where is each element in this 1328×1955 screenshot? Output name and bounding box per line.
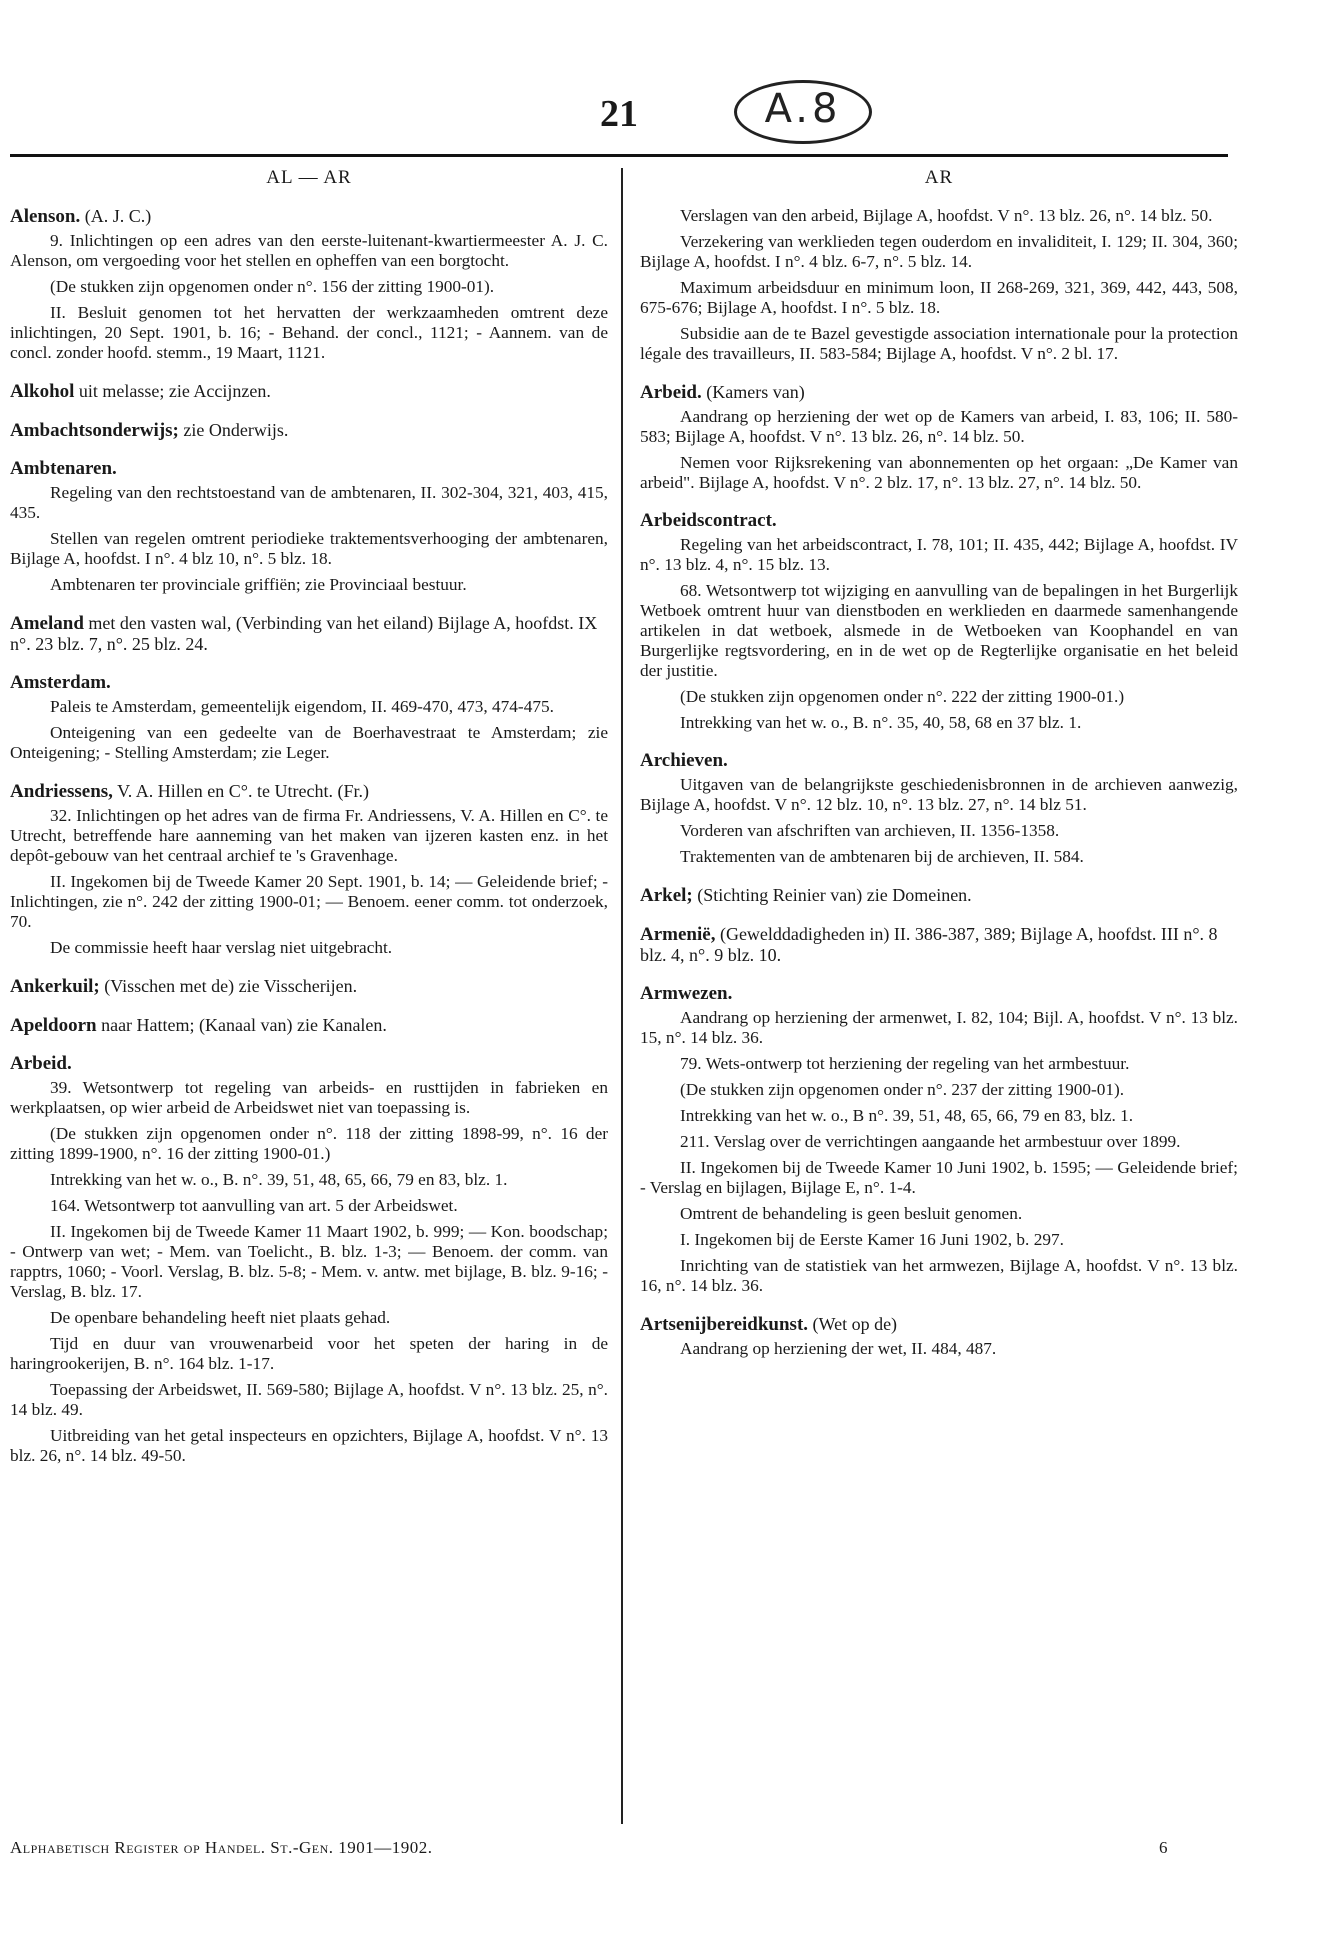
- entry-heading: [10, 206, 608, 227]
- archive-stamp: A.8: [734, 80, 872, 144]
- entry-paragraph: II. Ingekomen bij de Tweede Kamer 10 Juni 1902, b. 1595; — Geleidende brief; - Verslag en bijlagen, Bijlage E, n°. 1-4.: [640, 1158, 1238, 1197]
- entry-subtitle: naar Hattem; (Kanaal van) zie Kanalen.: [96, 1015, 387, 1035]
- entry-paragraph: Intrekking van het w. o., B. n°. 39, 51, 48, 65, 66, 79 en 83, blz. 1.: [50, 1170, 508, 1189]
- index-entry: [10, 420, 608, 441]
- footer-signature: 6: [1159, 1838, 1168, 1857]
- index-entry: [10, 381, 608, 402]
- index-entry: [640, 1314, 1238, 1359]
- entry-subtitle: V. A. Hillen en C°. te Utrecht. (Fr.): [112, 781, 369, 801]
- entry-heading: [10, 381, 608, 402]
- entry-keyword: Arkel;: [640, 885, 693, 906]
- entry-paragraph: Maximum arbeidsduur en minimum loon, II 268-269, 321, 369, 442, 443, 508, 675-676; Bijlage A, hoofdst. I n°. 5 blz. 18.: [640, 278, 1238, 317]
- entry-heading: [10, 781, 608, 802]
- footer-title: Alphabetisch Register op Handel. St.-Gen. 1901—1902.: [10, 1838, 433, 1857]
- column-heading: AR: [924, 167, 954, 188]
- entry-subtitle: (Gewelddadigheden in) II. 386-387, 389; Bijlage A, hoofdst. III n°. 8 blz. 4, n°. 9 blz. 10.: [640, 924, 1218, 965]
- entry-paragraph: 32. Inlichtingen op het adres van de firma Fr. Andriessens, V. A. Hillen en C°. te Utrecht, betreffende hare aanneming van het maken van ijzeren kasten enz. in het depôt-gebouw van het centraal archief te 's Gravenhage.: [10, 806, 608, 865]
- entry-paragraph: Verzekering van werklieden tegen ouderdom en invaliditeit, I. 129; II. 304, 360; Bijlage A, hoofdst. I n°. 4 blz. 6-7, n°. 5 blz. 14.: [640, 232, 1238, 271]
- index-entry: [640, 751, 1238, 867]
- entry-paragraph: 211. Verslag over de verrichtingen aangaande het armbestuur over 1899.: [680, 1132, 1181, 1151]
- entry-paragraph: Stellen van regelen omtrent periodieke traktementsverhooging der ambtenaren, Bijlage A, hoofdst. I n°. 4 blz 10, n°. 5 blz. 18.: [10, 529, 608, 568]
- entry-paragraph: Paleis te Amsterdam, gemeentelijk eigendom, II. 469-470, 473, 474-475.: [50, 697, 554, 716]
- entry-paragraph: Toepassing der Arbeidswet, II. 569-580; Bijlage A, hoofdst. V n°. 13 blz. 25, n°. 14 blz. 49.: [10, 1380, 608, 1419]
- entry-heading: [10, 420, 608, 441]
- entry-paragraph: Aandrang op herziening der wet, II. 484, 487.: [680, 1339, 997, 1358]
- entry-paragraph: II. Ingekomen bij de Tweede Kamer 11 Maart 1902, b. 999; — Kon. boodschap; - Ontwerp van wet; - Mem. van Toelicht., B. blz. 1-3; — Benoem. der comm. van rapptrs, 1060; - Voorl. Verslag, B. blz. 5-8; - Mem. v. antw. met bijlage, B. blz. 9-16; - Verslag, B. blz. 17.: [10, 1222, 608, 1301]
- entry-paragraph: 164. Wetsontwerp tot aanvulling van art. 5 der Arbeidswet.: [50, 1196, 458, 1215]
- header-rule: [10, 154, 1228, 157]
- entry-heading: [10, 673, 608, 693]
- entry-heading: [10, 1054, 608, 1074]
- entry-keyword: Arbeid.: [640, 382, 702, 403]
- left-entries: [10, 206, 608, 1466]
- entry-paragraph: 9. Inlichtingen op een adres van den eerste-luitenant-kwartiermeester A. J. C. Alenson, om vergoeding voor het stellen en opheffen van een borgtocht.: [10, 231, 608, 270]
- entry-paragraph: II. Ingekomen bij de Tweede Kamer 20 Sept. 1901, b. 14; — Geleidende brief; - Inlichtingen, zie n°. 242 der zitting 1900-01; — Benoem. eener comm. tot onderzoek, 70.: [10, 872, 608, 931]
- entry-paragraph: De commissie heeft haar verslag niet uitgebracht.: [50, 938, 393, 957]
- entry-keyword: Ameland: [10, 613, 84, 634]
- entry-paragraph: Ambtenaren ter provinciale griffiën; zie Provinciaal bestuur.: [50, 575, 467, 594]
- entry-paragraph: Traktementen van de ambtenaren bij de archieven, II. 584.: [680, 847, 1084, 866]
- entry-paragraph: Subsidie aan de te Bazel gevestigde association internationale pour la protection légale des travailleurs, II. 583-584; Bijlage A, hoofdst. V n°. 2 bl. 17.: [640, 324, 1238, 363]
- entry-paragraph: (De stukken zijn opgenomen onder n°. 156 der zitting 1900-01).: [50, 277, 495, 296]
- entry-heading: [640, 751, 1238, 771]
- page-number: 21: [600, 93, 638, 135]
- entry-keyword: Archieven.: [640, 750, 728, 771]
- entry-heading: [10, 459, 608, 479]
- entry-keyword: Ambtenaren.: [10, 458, 117, 479]
- entry-keyword: Arbeid.: [10, 1053, 72, 1074]
- index-entry: [10, 976, 608, 997]
- entry-heading: [640, 1314, 1238, 1335]
- index-entry: [640, 382, 1238, 493]
- entry-keyword: Amsterdam.: [10, 672, 111, 693]
- entry-paragraph: 39. Wetsontwerp tot regeling van arbeids- en rusttijden in fabrieken en werkplaatsen, op wier arbeid de Arbeidswet niet van toepassing is.: [10, 1078, 608, 1117]
- index-entry: [640, 206, 1238, 364]
- entry-subtitle: zie Onderwijs.: [178, 420, 289, 440]
- entry-heading: [640, 885, 1238, 906]
- entry-paragraph: I. Ingekomen bij de Eerste Kamer 16 Juni 1902, b. 297.: [680, 1230, 1064, 1249]
- entry-paragraph: Uitbreiding van het getal inspecteurs en opzichters, Bijlage A, hoofdst. V n°. 13 blz. 26, n°. 14 blz. 49-50.: [10, 1426, 608, 1465]
- entry-paragraph: Tijd en duur van vrouwenarbeid voor het speten der haring in de haringrookerijen, B. n°. 164 blz. 1-17.: [10, 1334, 608, 1373]
- index-entry: [10, 781, 608, 958]
- entry-paragraph: Regeling van het arbeidscontract, I. 78, 101; II. 435, 442; Bijlage A, hoofdst. IV n°. 13 blz. 4, n°. 15 blz. 13.: [640, 535, 1238, 574]
- entry-paragraph: Aandrang op herziening der armenwet, I. 82, 104; Bijl. A, hoofdst. V n°. 13 blz. 15, n°. 14 blz. 36.: [640, 1008, 1238, 1047]
- entry-subtitle: (Visschen met de) zie Visscherijen.: [99, 976, 358, 996]
- column-divider: [621, 168, 623, 1824]
- entry-keyword: Apeldoorn: [10, 1015, 97, 1036]
- entry-keyword: Artsenijbereidkunst.: [640, 1314, 809, 1335]
- index-entry: [640, 924, 1238, 966]
- column-heading: AL — AR: [266, 167, 352, 188]
- entry-subtitle: (A. J. C.): [80, 206, 152, 226]
- entry-subtitle: met den vasten wal, (Verbinding van het eiland) Bijlage A, hoofdst. IX n°. 23 blz. 7, n°. 25 blz. 24.: [10, 613, 598, 654]
- entry-paragraph: Vorderen van afschriften van archieven, II. 1356-1358.: [680, 821, 1060, 840]
- entry-paragraph: Intrekking van het w. o., B n°. 39, 51, 48, 65, 66, 79 en 83, blz. 1.: [680, 1106, 1134, 1125]
- right-column: [640, 168, 1238, 1377]
- entry-paragraph: II. Besluit genomen tot het hervatten der werkzaamheden omtrent deze inlichtingen, 20 Sept. 1901, b. 16; - Behand. der concl., 1121; - Aannem. van de concl. zonder hoofd. stemm., 19 Maart, 1121.: [10, 303, 608, 362]
- entry-keyword: Arbeidscontract.: [640, 510, 777, 531]
- right-entries: [640, 206, 1238, 1359]
- index-entry: [10, 613, 608, 655]
- entry-paragraph: Uitgaven van de belangrijkste geschiedenisbronnen in de archieven aanwezig, Bijlage A, hoofdst. V n°. 12 blz. 10, n°. 13 blz. 27, n°. 14 blz 51.: [640, 775, 1238, 814]
- entry-heading: [640, 984, 1238, 1004]
- entry-keyword: Armwezen.: [640, 983, 733, 1004]
- entry-heading: [640, 382, 1238, 403]
- entry-paragraph: Omtrent de behandeling is geen besluit genomen.: [680, 1204, 1023, 1223]
- entry-keyword: Armenië,: [640, 924, 716, 945]
- entry-paragraph: Aandrang op herziening der wet op de Kamers van arbeid, I. 83, 106; II. 580-583; Bijlage A, hoofdst. V n°. 13 blz. 26, n°. 14 blz. 50.: [640, 407, 1238, 446]
- index-entry: [10, 206, 608, 363]
- entry-keyword: Alenson.: [10, 206, 81, 227]
- index-entry: [640, 511, 1238, 733]
- entry-paragraph: Nemen voor Rijksrekening van abonnementen op het orgaan: „De Kamer van arbeid". Bijlage A, hoofdst. V n°. 2 blz. 17, n°. 13 blz. 27, n°. 14 blz. 50.: [640, 453, 1238, 492]
- entry-heading: [640, 924, 1238, 966]
- index-entry: [640, 885, 1238, 906]
- entry-paragraph: Onteigening van een gedeelte van de Boerhavestraat te Amsterdam; zie Onteigening; - Stelling Amsterdam; zie Leger.: [10, 723, 608, 762]
- index-entry: [10, 673, 608, 763]
- entry-paragraph: (De stukken zijn opgenomen onder n°. 237 der zitting 1900-01).: [680, 1080, 1125, 1099]
- index-entry: [10, 459, 608, 595]
- entry-keyword: Andriessens,: [10, 781, 113, 802]
- index-entry: [640, 984, 1238, 1296]
- index-entry: [10, 1015, 608, 1036]
- entry-heading: [640, 511, 1238, 531]
- entry-paragraph: Intrekking van het w. o., B. n°. 35, 40, 58, 68 en 37 blz. 1.: [680, 713, 1082, 732]
- entry-heading: [10, 613, 608, 655]
- entry-paragraph: (De stukken zijn opgenomen onder n°. 222 der zitting 1900-01.): [680, 687, 1125, 706]
- entry-paragraph: Verslagen van den arbeid, Bijlage A, hoofdst. V n°. 13 blz. 26, n°. 14 blz. 50.: [680, 206, 1213, 225]
- page-footer: [10, 1838, 1228, 1858]
- entry-paragraph: Inrichting van de statistiek van het armwezen, Bijlage A, hoofdst. V n°. 13 blz. 16, n°. 14 blz. 36.: [640, 1256, 1238, 1295]
- entry-paragraph: 79. Wets-ontwerp tot herziening der regeling van het armbestuur.: [680, 1054, 1130, 1073]
- entry-subtitle: uit melasse; zie Accijnzen.: [74, 381, 271, 401]
- left-column: [10, 168, 608, 1484]
- entry-paragraph: Regeling van den rechtstoestand van de ambtenaren, II. 302-304, 321, 403, 415, 435.: [10, 483, 608, 522]
- entry-paragraph: De openbare behandeling heeft niet plaats gehad.: [50, 1308, 391, 1327]
- entry-subtitle: (Stichting Reinier van) zie Domeinen.: [692, 885, 972, 905]
- entry-keyword: Alkohol: [10, 381, 75, 402]
- entry-subtitle: (Wet op de): [808, 1314, 898, 1334]
- entry-subtitle: (Kamers van): [701, 382, 805, 402]
- entry-heading: [10, 1015, 608, 1036]
- entry-paragraph: 68. Wetsontwerp tot wijziging en aanvulling van de bepalingen in het Burgerlijk Wetboek omtrent huur van dienstboden en werklieden en daarmede samenhangende artikelen in dat wetboek, alsmede in de Wetboeken van Koophandel en van Burgerlijke regtsvordering, en in de wet op de Regterlijke organisatie en het beleid der justitie.: [640, 581, 1238, 680]
- entry-heading: [10, 976, 608, 997]
- index-entry: [10, 1054, 608, 1466]
- entry-keyword: Ankerkuil;: [10, 976, 100, 997]
- entry-paragraph: (De stukken zijn opgenomen onder n°. 118 der zitting 1898-99, n°. 16 der zitting 1899-1900, n°. 16 der zitting 1900-01.): [10, 1124, 608, 1163]
- entry-keyword: Ambachtsonderwijs;: [10, 420, 179, 441]
